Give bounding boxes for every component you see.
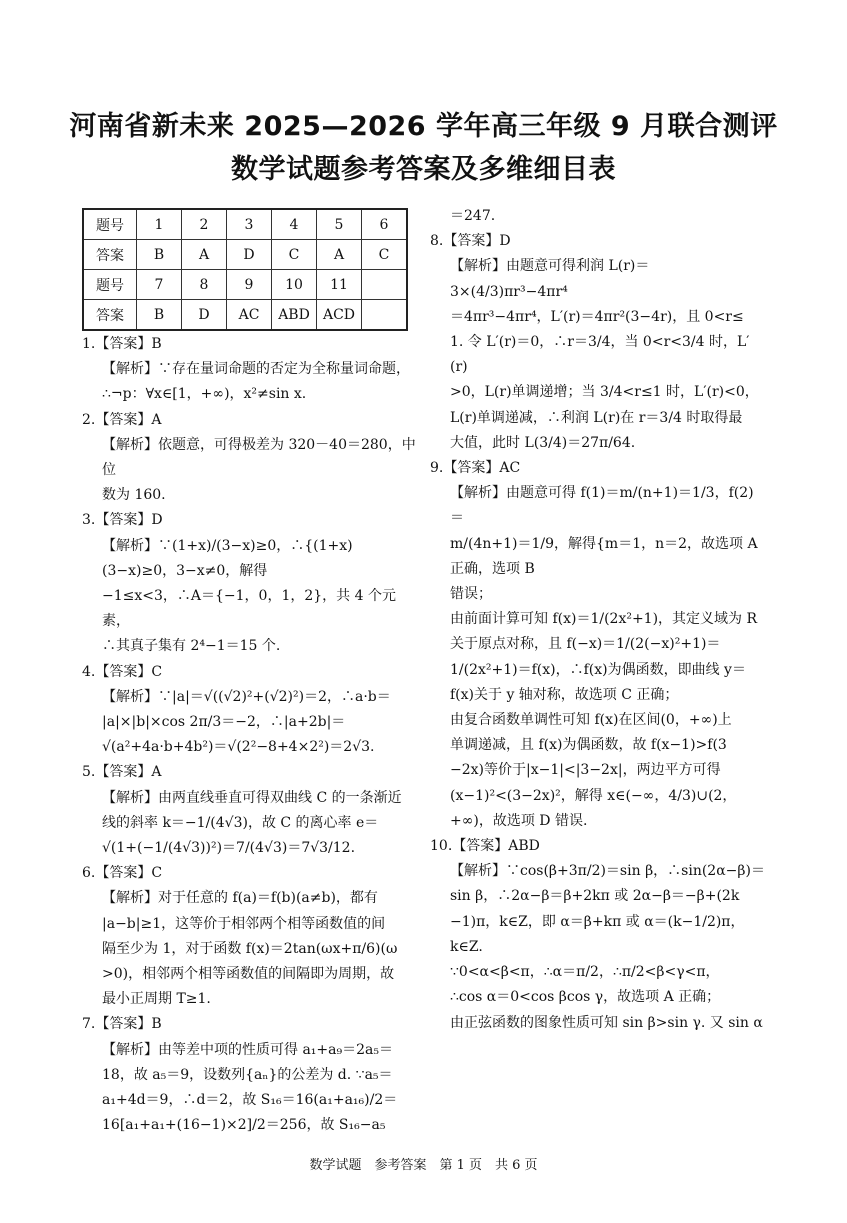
solution-line: 【解析】∵cos(β+3π/2)＝sin β，∴sin(2α−β)＝ [450,863,765,880]
solution-line: 9.【答案】AC [430,460,521,477]
table-cell: 6 [362,209,408,240]
solution-line: −1≤x<3，∴A＝{−1，0，1，2}，共 4 个元素， [102,588,396,630]
table-cell: 11 [317,270,362,300]
table-cell: ABD [272,300,317,331]
solution-line: 线的斜率 k＝−1/(4√3)，故 C 的离心率 e＝ [102,814,379,831]
table-cell: 题号 [83,209,137,240]
solution-line: |a−b|≥1，这等价于相邻两个相等函数值的间 [102,915,386,932]
solution-line: 2.【答案】A [82,411,162,428]
table-cell [362,300,408,331]
solution-line: 单调递减，且 f(x)为偶函数，故 f(x−1)>f(3 [450,737,727,754]
solution-line: 4.【答案】C [82,663,163,680]
solution-line: 由复合函数单调性可知 f(x)在区间(0，+∞)上 [450,712,732,729]
solution-line: −1)π，k∈Z，即 α＝β+kπ 或 α＝(k−1/2)π， [450,913,745,930]
solution-line: 3.【答案】D [82,512,163,529]
solution-line: 【解析】依题意，可得极差为 320－40＝280，中位 [102,436,416,479]
table-row [83,240,407,270]
solution-line: 【解析】由题意可得利润 L(r)＝3×(4/3)πr³−4πr⁴ [450,258,650,300]
table-cell: B [137,240,182,270]
table-cell: 9 [227,270,272,300]
solution-line: 最小正周期 T≥1. [102,991,211,1008]
table-cell: C [272,240,317,270]
solution-line: L(r)单调递减，∴利润 L(r)在 r＝3/4 时取得最 [450,409,743,426]
solution-line: (x−1)²<(3−2x)²，解得 x∈(−∞，4/3)∪(2， [450,787,737,804]
table-cell: 7 [137,270,182,300]
solution-line: |a|×|b|×cos 2π/3＝−2，∴|a+2b|＝ [102,714,346,731]
title-line-1: 河南省新未来 2025—2026 学年高三年级 9 月联合测评 [69,111,778,142]
solution-line: f(x)关于 y 轴对称，故选项 C 正确； [450,686,679,703]
solution-line: 【解析】∵(1+x)/(3−x)≥0，∴{(1+x)(3−x)≥0，3−x≠0，解得 [102,537,353,579]
table-cell: 1 [137,209,182,240]
page-footer: 数学试题 参考答案 第 1 页 共 6 页 [309,1158,538,1173]
solution-line: −2x)等价于|x−1|<|3−2x|，两边平方可得 [450,762,721,779]
solution-line: ∴cos α＝0<cos βcos γ，故选项 A 正确； [450,989,721,1006]
table-cell: 2 [182,209,227,240]
solution-line: m/(4n+1)＝1/9，解得{m＝1，n＝2，故选项 A 正确，选项 B [450,535,758,577]
solution-line: 数为 160. [102,487,166,504]
table-cell: AC [227,300,272,331]
solution-line: sin β，∴2α−β＝β+2kπ 或 2α−β＝−β+(2k [450,888,740,905]
table-cell: D [182,300,227,331]
solution-line: 关于原点对称，且 f(−x)＝1/(2(−x)²+1)＝ [450,636,721,653]
solution-line: 7.【答案】B [82,1016,162,1033]
solution-line: 大值，此时 L(3/4)＝27π/64. [450,434,636,451]
solution-line: 由正弦函数的图象性质可知 sin β>sin γ. 又 sin α [450,1014,763,1031]
table-cell: 5 [317,209,362,240]
solution-line: 【解析】由等差中项的性质可得 a₁+a₉＝2a₅＝ [102,1041,393,1058]
table-cell: D [227,240,272,270]
solution-line: 由前面计算可知 f(x)＝1/(2x²+1)，其定义域为 R [450,611,758,628]
solution-line: 18，故 a₅＝9，设数列{aₙ}的公差为 d. ∵a₅＝ [102,1066,393,1083]
left-column [82,332,420,1139]
solution-line: 【解析】由题意可得 f(1)＝m/(n+1)＝1/3，f(2)＝ [450,485,754,527]
solution-line: 16[a₁+a₁+(16−1)×2]/2＝256，故 S₁₆−a₅ [102,1117,386,1134]
solution-line: +∞)，故选项 D 错误. [450,812,588,829]
solution-line: √(1+(−1/(4√3))²)＝7/(4√3)＝7√3/12. [102,840,356,857]
answer-table [82,208,408,331]
table-cell: 答案 [83,240,137,270]
table-row [83,300,407,331]
solution-line: ∴其真子集有 2⁴−1＝15 个. [102,638,281,655]
solution-line: ＝4πr³−4πr⁴，L′(r)＝4πr²(3−4r)，且 0<r≤ [450,308,744,325]
solution-line: 1.【答案】B [82,336,162,352]
table-row [83,270,407,300]
table-cell: 答案 [83,300,137,331]
table-cell: 3 [227,209,272,240]
right-column [430,204,766,1036]
table-cell: 8 [182,270,227,300]
solution-line: 6.【答案】C [82,865,163,882]
title-line-2: 数学试题参考答案及多维细目表 [231,154,616,185]
solution-line: a₁+4d＝9，∴d＝2，故 S₁₆＝16(a₁+a₁₆)/2＝ [102,1092,398,1109]
solution-line: 10.【答案】ABD [430,838,540,855]
solution-line: ＝247. [450,208,496,224]
solution-line: ∴¬p：∀x∈[1，+∞)，x²≠sin x. [102,386,307,403]
table-cell [362,270,408,300]
solution-line: 1. 令 L′(r)＝0，∴r＝3/4，当 0<r<3/4 时，L′(r) [450,334,750,376]
solution-line: ∵0<α<β<π，∴α＝π/2，∴π/2<β<γ<π， [450,964,720,981]
solution-line: 隔至少为 1，对于函数 f(x)＝2tan(ωx+π/6)(ω [102,940,398,957]
table-cell: B [137,300,182,331]
table-cell: 题号 [83,270,137,300]
table-cell: A [317,240,362,270]
solution-line: 【解析】∵存在量词命题的否定为全称量词命题， [102,361,410,378]
solution-line: k∈Z. [450,938,483,955]
table-row [83,209,407,240]
solution-line: 8.【答案】D [430,233,511,250]
solution-line: 【解析】∵|a|＝√((√2)²+(√2)²)＝2，∴a·b＝ [102,688,391,705]
table-cell: A [182,240,227,270]
table-cell: 10 [272,270,317,300]
solution-line: 5.【答案】A [82,764,162,781]
solution-line: √(a²+4a·b+4b²)＝√(2²−8+4×2²)＝2√3. [102,739,375,756]
solution-line: >0)，相邻两个相等函数值的间隔即为周期，故 [102,966,395,983]
solution-line: 1/(2x²+1)＝f(x)，∴f(x)为偶函数，即曲线 y＝ [450,661,746,678]
table-cell: C [362,240,408,270]
table-cell: ACD [317,300,362,331]
solution-line: 【解析】由两直线垂直可得双曲线 C 的一条渐近 [102,789,402,806]
solution-line: 错误； [450,586,492,603]
solution-line: >0，L(r)单调递增；当 3/4<r≤1 时，L′(r)<0， [450,384,759,401]
solution-line: 【解析】对于任意的 f(a)＝f(b)(a≠b)，都有 [102,890,378,907]
table-cell: 4 [272,209,317,240]
